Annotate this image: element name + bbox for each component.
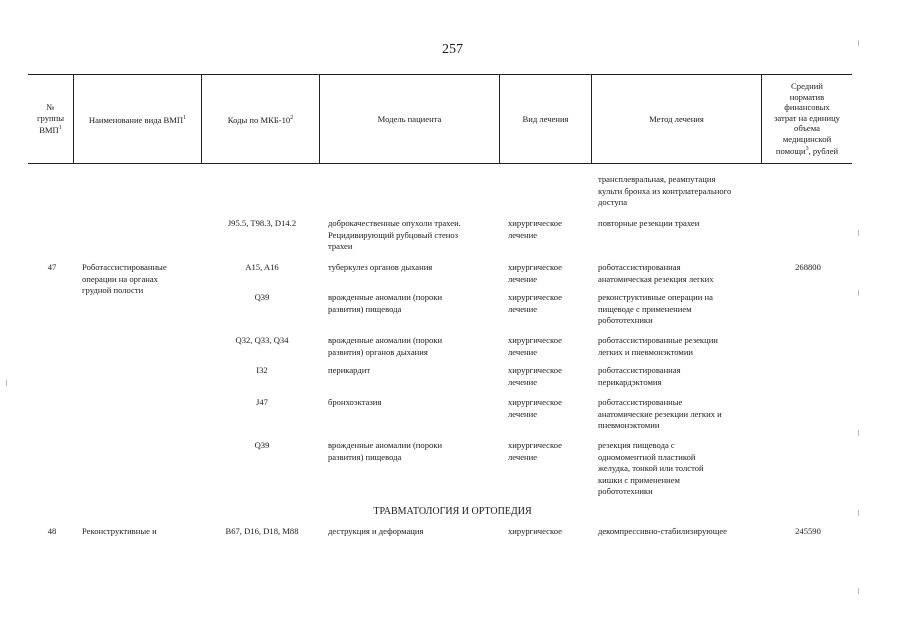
section-title: ТРАВМАТОЛОГИЯ И ОРТОПЕДИЯ	[373, 506, 532, 517]
cell-line: лечение	[508, 229, 538, 240]
header-text: группы	[37, 112, 64, 123]
cell-line: доброкачественные опухоли трахеи.	[328, 218, 461, 228]
cell-line: врожденные аномалии (пороки	[328, 292, 443, 302]
model-cell	[328, 262, 432, 274]
method-cell	[598, 440, 704, 498]
header-text: Вид лечения	[522, 113, 569, 124]
cell-line: туберкулез органов дыхания	[328, 262, 433, 272]
cell-line: роботассистированные резекции	[598, 335, 718, 345]
header-text: финансовых	[784, 102, 830, 113]
cell-line: развития) пищевода	[328, 451, 402, 462]
header-vmp-name	[74, 75, 201, 163]
method-cell	[598, 365, 681, 388]
header-patient-model	[320, 75, 499, 163]
cell-line: анатомическая резекция легких	[598, 273, 714, 284]
header-text: Метод лечения	[649, 113, 704, 124]
cell-line: врожденные аномалии (пороки	[328, 335, 443, 345]
cell-line: перикардэктомия	[598, 376, 662, 387]
scan-speck	[858, 230, 859, 236]
codes-cell: J47	[256, 397, 268, 407]
method-cell	[598, 174, 731, 209]
header-icd-codes	[202, 75, 319, 163]
type-cell	[508, 440, 562, 463]
header-text: №	[46, 102, 55, 113]
scan-speck	[858, 290, 859, 296]
scan-speck	[858, 430, 859, 436]
type-cell	[508, 335, 562, 358]
model-cell	[328, 218, 461, 253]
page-number: 257	[442, 42, 463, 57]
cell-line: лечение	[508, 346, 538, 357]
model-cell	[328, 365, 370, 377]
cell-line: хирургическое	[508, 262, 562, 272]
scan-speck	[858, 588, 859, 594]
cell-line: Роботассистированные	[82, 262, 167, 272]
cell-line: врожденные аномалии (пороки	[328, 440, 443, 450]
cell-line: грудной полости	[82, 285, 144, 295]
cell-line: лечение	[508, 408, 538, 419]
cell-line: перикардит	[328, 365, 371, 375]
footnote-mark: 1	[58, 125, 62, 132]
type-cell	[508, 292, 562, 315]
cell-line: лечение	[508, 273, 538, 284]
cell-line: доступа	[598, 197, 628, 207]
codes-cell: A15, A16	[245, 262, 279, 272]
model-cell	[328, 335, 442, 358]
type-cell	[508, 365, 562, 388]
header-text: , рублей	[808, 146, 839, 157]
scan-speck	[858, 510, 859, 516]
cell-line: пищеводе с применением	[598, 303, 692, 314]
header-text: Средний	[791, 81, 823, 92]
header-treatment-method	[592, 75, 761, 163]
method-cell	[598, 335, 718, 358]
cell-line: трансплевральная, реампутация	[598, 174, 716, 184]
header-text: медицинской	[782, 133, 832, 144]
type-cell: хирургическое	[508, 526, 562, 536]
header-group-number	[28, 75, 73, 163]
footnote-mark: 3	[805, 146, 809, 153]
cell-line: бронхоэктазия	[328, 397, 382, 407]
cell-line: хирургическое	[508, 365, 562, 375]
header-text: объема	[794, 123, 820, 134]
cell-line: хирургическое	[508, 335, 562, 345]
type-cell	[508, 218, 562, 241]
method-cell	[598, 292, 713, 327]
group-number: 47	[47, 262, 57, 272]
cell-line: хирургическое	[508, 397, 562, 407]
header-text: норматив	[789, 91, 825, 102]
model-cell	[328, 292, 442, 315]
header-text: ВМП	[39, 125, 59, 136]
cell-line: анатомические резекции легких и	[598, 408, 722, 419]
codes-cell: J95.5, T98.3, D14.2	[227, 218, 297, 228]
method-cell	[598, 218, 699, 230]
model-cell	[328, 440, 442, 463]
cell-line: лечение	[508, 451, 538, 462]
model-cell	[328, 397, 381, 409]
codes-cell: B67, D16, D18, M88	[225, 526, 299, 536]
cell-line: трахеи	[328, 241, 353, 251]
type-cell	[508, 262, 562, 285]
cell-line: лечение	[508, 303, 538, 314]
cell-line: роботассистированная	[598, 365, 681, 375]
cell-line: робототехники	[598, 315, 653, 325]
cell-line: кишки с применением	[598, 474, 680, 485]
cost-cell: 268800	[795, 262, 821, 272]
cell-line: развития) пищевода	[328, 303, 402, 314]
cell-line: развития) органов дыхания	[328, 346, 428, 357]
group-number: 48	[47, 526, 57, 536]
cell-line: одномоментной пластикой	[598, 451, 696, 462]
header-text: Модель пациента	[377, 113, 442, 124]
cell-line: желудка, тонкой или толстой	[598, 463, 704, 473]
model-cell: деструкция и деформация	[328, 526, 424, 536]
cell-line: легких и пневмонэктомии	[598, 346, 694, 357]
header-text: затрат на единицу	[774, 112, 840, 123]
footnote-mark: 1	[183, 114, 187, 121]
method-cell	[598, 262, 714, 285]
cell-line: резекция пищевода с	[598, 440, 675, 450]
cell-line: роботассистированная	[598, 262, 681, 272]
method-cell: декомпрессивно-стабилизирующее	[598, 526, 727, 536]
codes-cell: Q39	[254, 440, 270, 450]
codes-cell: Q32, Q33, Q34	[235, 335, 289, 345]
cell-line: повторные резекции трахеи	[598, 218, 700, 228]
cell-line: пневмонэктомии	[598, 420, 660, 430]
cell-line: робототехники	[598, 486, 653, 496]
cell-line: Рецидивирующий рубцовый стеноз	[328, 229, 459, 240]
header-text: Наименование вида ВМП	[88, 114, 184, 125]
cell-line: хирургическое	[508, 218, 562, 228]
vmp-name-cell	[82, 262, 167, 297]
type-cell	[508, 397, 562, 420]
cell-line: операции на органах	[82, 273, 158, 284]
cell-line: хирургическое	[508, 440, 562, 450]
cell-line: роботассистированные	[598, 397, 683, 407]
cell-line: реконструктивные операции на	[598, 292, 713, 302]
vmp-name-cell: Реконструктивные и	[82, 526, 157, 536]
header-treatment-type	[500, 75, 591, 163]
footnote-mark: 2	[290, 114, 294, 121]
scan-speck	[858, 40, 859, 46]
header-text: Коды по МКБ-10	[227, 114, 291, 125]
codes-cell: Q39	[254, 292, 270, 302]
cost-cell: 245590	[795, 526, 821, 536]
header-average-cost	[762, 75, 852, 163]
codes-cell: I32	[256, 365, 268, 375]
table-header	[28, 74, 852, 164]
scan-speck	[6, 380, 7, 386]
header-text: помощи	[775, 146, 806, 157]
cell-line: хирургическое	[508, 292, 562, 302]
cell-line: лечение	[508, 376, 538, 387]
method-cell	[598, 397, 722, 432]
cell-line: культи бронха из контрлатерального	[598, 185, 732, 196]
